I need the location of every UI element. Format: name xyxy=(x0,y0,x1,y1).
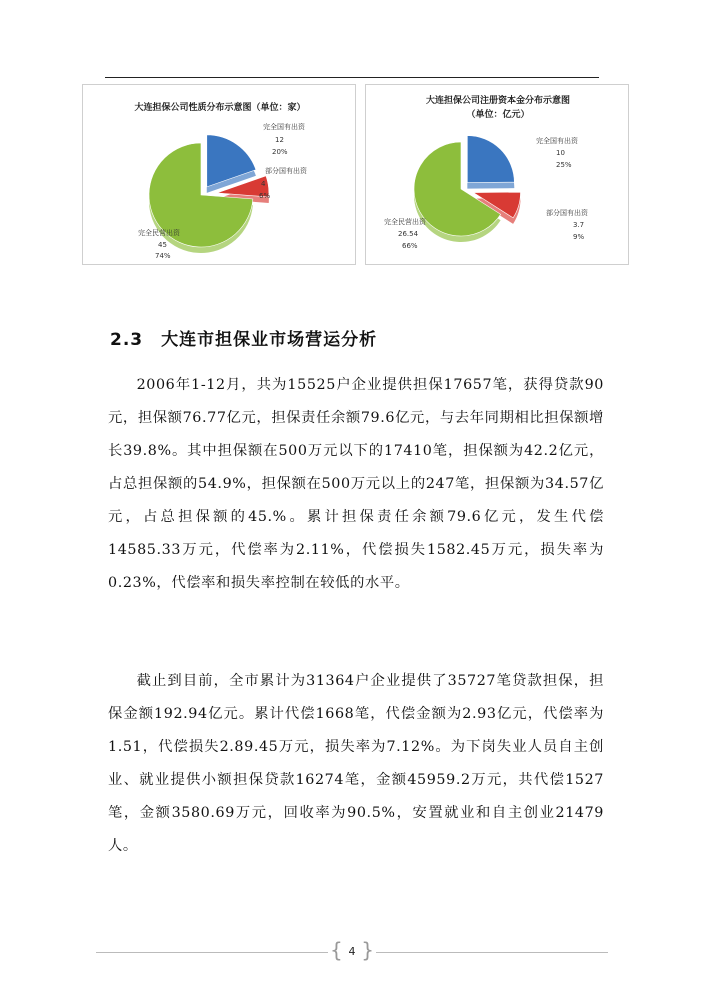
page-number-bracket-right: } xyxy=(361,938,374,962)
slice-label-value: 45 xyxy=(158,241,167,249)
header-rule xyxy=(105,77,599,78)
page-number-bracket-left: { xyxy=(330,938,343,962)
registered-capital-pie-svg xyxy=(366,85,630,266)
slice-label-percent: 66% xyxy=(402,242,418,250)
body-paragraph: 截止到目前，全市累计为31364户企业提供了35727笔贷款担保，担保金额192.94亿元。累计代偿1668笔，代偿金额为2.93亿元，代偿率为1.51，代偿损失2.89.45万元，损失率为7.12%。为下岗失业人员自主创业、就业提供小额担保贷款16274笔，金额45959.2万元，共代偿1527笔，金额3580.69万元，回收率为90.5%，安置就业和自主创业21479人。 xyxy=(108,673,604,854)
slice-label-value: 4 xyxy=(261,180,266,188)
slice-label-name: 完全民营出资 xyxy=(384,218,426,226)
slice-label-percent: 6% xyxy=(259,192,271,200)
pie-slice xyxy=(467,136,514,183)
slice-label-name: 完全民营出资 xyxy=(138,229,180,237)
chart-title: 大连担保公司性质分布示意图（单位：家） xyxy=(134,103,306,113)
slice-label-value: 26.54 xyxy=(398,230,419,238)
slice-label-value: 12 xyxy=(275,136,284,144)
slice-label-percent: 9% xyxy=(573,233,585,241)
slice-label-percent: 25% xyxy=(556,161,572,169)
slice-label-percent: 20% xyxy=(272,148,288,156)
page-number xyxy=(328,939,376,965)
section-heading xyxy=(110,325,377,350)
company-type-pie-chart xyxy=(82,84,356,265)
section-title: 大连市担保业市场营运分析 xyxy=(161,330,378,350)
company-type-pie-svg xyxy=(83,85,357,266)
slice-label-percent: 74% xyxy=(155,252,171,260)
chart-subtitle: （单位：亿元） xyxy=(466,110,530,120)
slice-label-name: 部分国有出资 xyxy=(546,209,588,217)
page-number-text: 4 xyxy=(348,945,356,958)
slice-label-value: 3.7 xyxy=(573,221,585,229)
slice-label-name: 完全国有出资 xyxy=(263,123,305,131)
slice-label-value: 10 xyxy=(556,149,565,157)
footer-rule-left xyxy=(96,952,328,953)
slice-label-name: 完全国有出资 xyxy=(536,137,578,145)
registered-capital-pie-chart xyxy=(365,84,629,265)
footer-rule-right xyxy=(376,952,608,953)
slice-label-name: 部分国有出资 xyxy=(265,167,307,175)
pie-slices xyxy=(414,136,520,242)
section-number: 2.3 xyxy=(110,330,144,350)
chart-title: 大连担保公司注册资本金分布示意图 xyxy=(425,96,571,106)
body-paragraph: 2006年1-12月，共为15525户企业提供担保17657笔，获得贷款90元，担保额76.77亿元，担保责任余额79.6亿元，与去年同期相比担保额增长39.8%。其中担保额在500万元以下的17410笔，担保额为42.2亿元，占总担保额的54.9%，担保额在500万元以上的247笔，担保额为34.57亿元，占总担保额的45.%。累计担保责任余额79.6亿元，发生代偿14585.33万元，代偿率为2.11%，代偿损失1582.45万元，损失率为0.23%，代偿率和损失率控制在较低的水平。 xyxy=(108,377,604,591)
